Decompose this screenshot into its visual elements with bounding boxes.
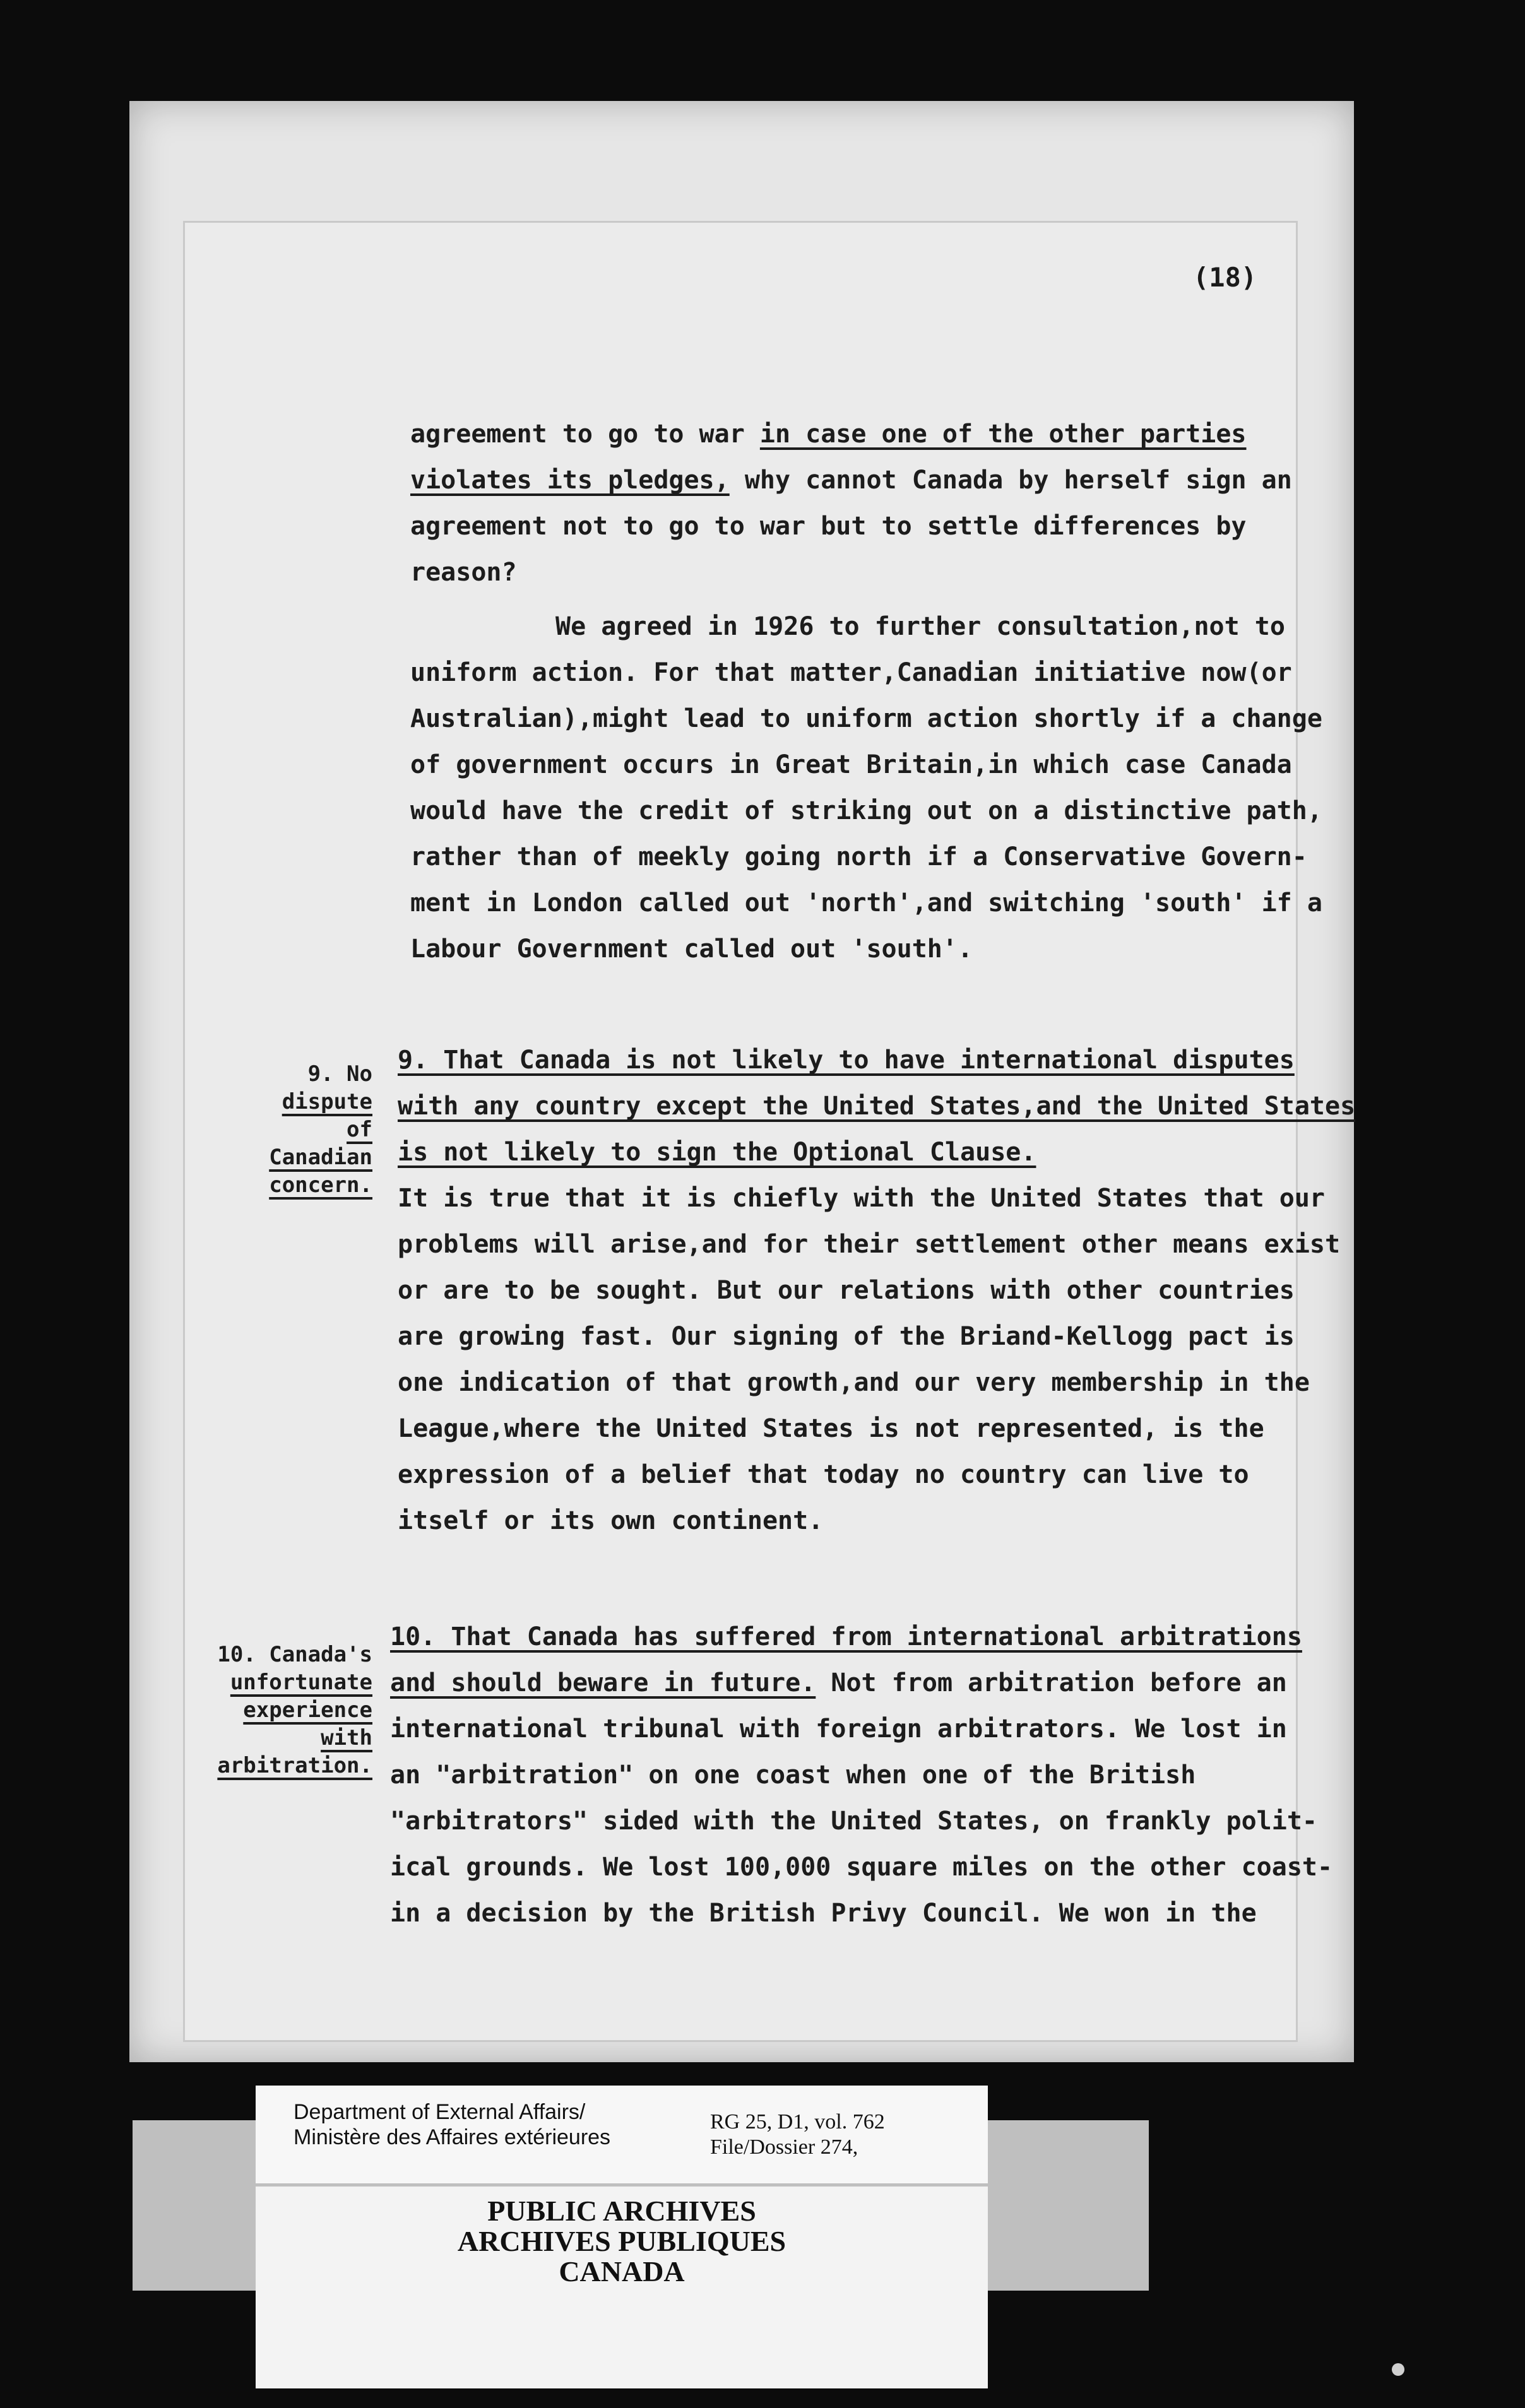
paragraph-continuation — [410, 411, 1294, 596]
point-9-heading: 9. That Canada is not likely to have international disputes — [398, 1046, 1295, 1075]
text-line: in a decision by the British Privy Council. We won in the — [390, 1899, 1257, 1928]
archive-reference-label — [256, 2086, 988, 2183]
text-line: ical grounds. We lost 100,000 square miles on the other coast- — [390, 1853, 1333, 1882]
text-line: international tribunal with foreign arbitrators. We lost in — [390, 1715, 1287, 1744]
film-speck — [1392, 2363, 1404, 2376]
text-line: or are to be sought. But our relations with other countries — [398, 1276, 1295, 1305]
text-line: Australian),might lead to uniform action shortly if a change — [410, 704, 1322, 733]
page-number: (18) — [1193, 262, 1257, 293]
text-line: League,where the United States is not represented, is the — [398, 1414, 1264, 1443]
text-line: one indication of that growth,and our very membership in the — [398, 1368, 1310, 1397]
text-line: expression of a belief that today no country can live to — [398, 1460, 1249, 1489]
text-line: We agreed in 1926 to further consultation,not to — [555, 612, 1285, 641]
text-line: problems will arise,and for their settlement other means exist — [398, 1230, 1341, 1259]
point-10 — [390, 1614, 1333, 1937]
text-line: ment in London called out 'north',and switching 'south' if a — [410, 888, 1322, 918]
text-line: of government occurs in Great Britain,in which case Canada — [410, 750, 1292, 779]
text-line: agreement to go to war in case one of the other parties — [410, 420, 1247, 449]
point-9 — [398, 1037, 1356, 1544]
paragraph-consultation — [410, 604, 1322, 972]
margin-note-10: 10. Canada's unfortunate experience with arbitration. — [217, 1642, 372, 1778]
point-9-heading: with any country except the United States,and the United States — [398, 1092, 1356, 1121]
text-line: itself or its own continent. — [398, 1506, 824, 1535]
text-line: rather than of meekly going north if a Conservative Govern- — [410, 842, 1307, 871]
text-line: an "arbitration" on one coast when one of the British — [390, 1761, 1196, 1790]
margin-note-9: 9. No dispute of Canadian concern. — [269, 1061, 372, 1198]
text-line: reason? — [410, 558, 517, 587]
public-archives-stamp: PUBLIC ARCHIVES ARCHIVES PUBLIQUES CANADA — [457, 2195, 786, 2287]
text-line: Labour Government called out 'south'. — [410, 935, 973, 964]
text-line: "arbitrators" sided with the United States, on frankly polit- — [390, 1807, 1318, 1836]
point-10-heading: 10. That Canada has suffered from international arbitrations — [390, 1622, 1302, 1651]
text-line: violates its pledges, why cannot Canada by herself sign an — [410, 466, 1292, 495]
file-reference: RG 25, D1, vol. 762 File/Dossier 274, — [710, 2110, 885, 2159]
department-name: Department of External Affairs/ Ministère des Affaires extérieures — [294, 2100, 611, 2149]
text-line: would have the credit of striking out on a distinctive path, — [410, 796, 1322, 825]
text-line: are growing fast. Our signing of the Briand-Kellogg pact is — [398, 1322, 1295, 1351]
text-line: agreement not to go to war but to settle differences by — [410, 512, 1247, 541]
text-line: It is true that it is chiefly with the United States that our — [398, 1184, 1326, 1213]
point-9-heading: is not likely to sign the Optional Clause. — [398, 1138, 1036, 1167]
point-10-heading: and should beware in future. Not from arbitration before an — [390, 1668, 1287, 1697]
text-line: uniform action. For that matter,Canadian initiative now(or — [410, 658, 1292, 687]
